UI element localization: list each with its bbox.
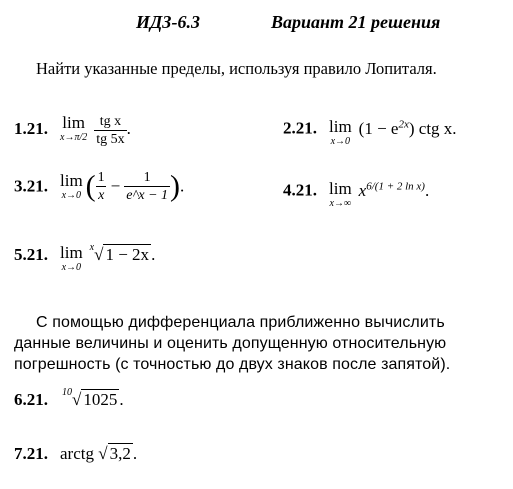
variant-title: Вариант 21 решения	[271, 12, 441, 32]
arctg-expression: arctg √ 3,2 .	[60, 444, 138, 463]
punctuation: .	[126, 119, 131, 139]
problem-3-21	[14, 170, 184, 203]
problem-number: 4.21.	[283, 180, 317, 200]
problem-5-21	[14, 244, 155, 273]
minus-sign: −	[110, 176, 121, 196]
root-expression: $^{10}$√ 1025 .	[62, 387, 124, 409]
doc-title: ИДЗ-6.3	[136, 12, 200, 32]
limit-operator: lim x→π/2	[60, 113, 88, 143]
problem-number: 7.21.	[14, 444, 48, 463]
problem-number: 6.21.	[14, 390, 48, 409]
problem-6-21	[14, 387, 124, 410]
root-expression: $^x$√ 1 − 2x .	[89, 242, 156, 264]
problem-1-21	[14, 114, 131, 147]
limit-operator: lim x→0	[329, 117, 352, 147]
limit-operator: lim x→0	[60, 171, 83, 201]
fraction: $\frac{1}{e\^{}x - 1}$	[126, 170, 169, 203]
expression: $(1 - e^{2x})$ ctg x.	[358, 118, 457, 138]
expression: $x^{6/(1 + 2 ln x)}$.	[358, 180, 430, 200]
open-paren: (	[85, 169, 96, 203]
punctuation: .	[180, 176, 185, 196]
task2-instruction: С помощью дифференциала приближенно вычислить данные величины и оценить допущенную относительную погрешность (с точностью до двух знаков после запятой).	[14, 314, 451, 373]
task1-instruction: Найти указанные пределы, используя правило Лопиталя.	[36, 59, 437, 78]
problem-number: 5.21.	[14, 245, 48, 264]
fraction: $\frac{1}{x}$	[97, 170, 105, 203]
limit-operator: lim x→0	[60, 243, 83, 273]
limit-operator: lim x→∞	[329, 179, 352, 209]
problem-2-21	[283, 118, 457, 147]
fraction: $\frac{\text{tg x}}{tg 5x}$	[96, 114, 125, 147]
close-paren: )	[170, 169, 181, 203]
problem-4-21	[283, 180, 429, 209]
problem-number: 3.21.	[14, 176, 48, 196]
problem-number: 1.21.	[14, 119, 48, 139]
problem-number: 2.21.	[283, 118, 317, 138]
problem-7-21	[14, 444, 137, 464]
